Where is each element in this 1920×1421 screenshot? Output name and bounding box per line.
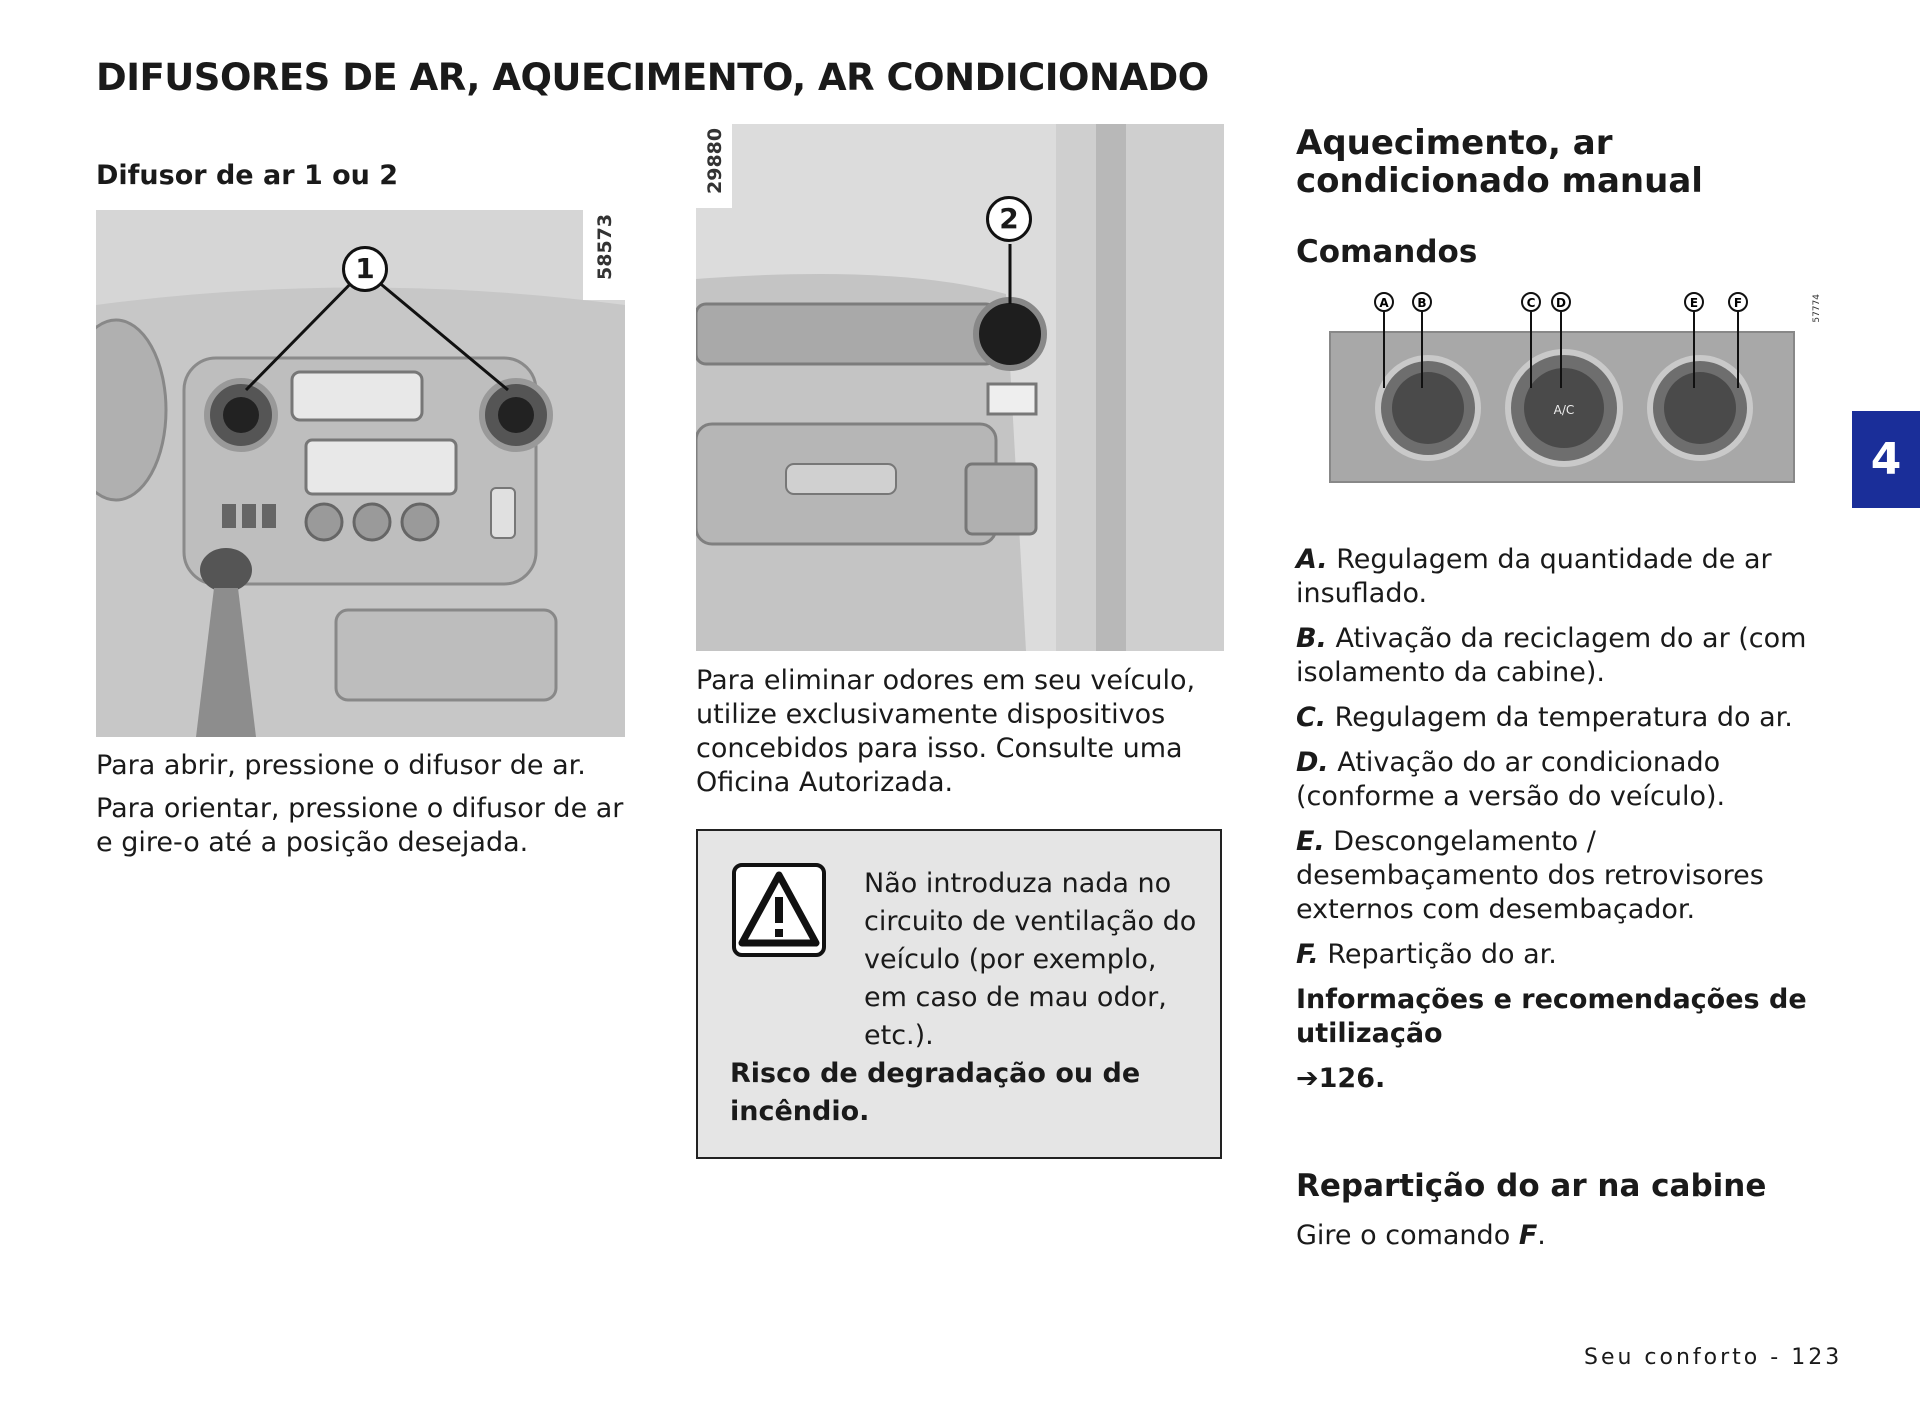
label-e: E	[1689, 296, 1699, 310]
chapter-tab[interactable]: 4	[1852, 411, 1920, 508]
paragraph-open: Para abrir, pressione o difusor de ar.	[96, 750, 586, 781]
controls-figure	[1296, 288, 1826, 498]
side-diffuser-figure	[696, 124, 1224, 651]
dashboard-diffusers-figure	[96, 210, 625, 737]
warning-bold-text: Risco de degradação ou de incêndio.	[730, 1058, 1141, 1127]
legend-item: A. Regulagem da quantidade de ar insuflado.	[1296, 544, 1772, 609]
section-heading-distribution: Repartição do ar na cabine	[1296, 1168, 1767, 1204]
label-d: D	[1556, 296, 1566, 310]
page-footer: Seu conforto - 123	[1584, 1345, 1843, 1370]
label-a: A	[1379, 296, 1389, 310]
paragraph-distribution: Gire o comando F.	[1296, 1220, 1546, 1251]
legend-item: D. Ativação do ar condicionado (conforme a versão do veículo).	[1296, 747, 1726, 812]
callout-1: 1	[342, 246, 388, 292]
legend-item: C. Regulagem da temperatura do ar.	[1296, 702, 1793, 733]
legend-list	[1296, 543, 1826, 1096]
label-b: B	[1417, 296, 1427, 310]
figure-code: 58573	[594, 213, 616, 280]
legend-item: F. Repartição do ar.	[1296, 939, 1557, 970]
legend-item: E. Descongelamento / desembaçamento dos retrovisores externos com desembaçador.	[1296, 826, 1764, 925]
page-reference-link[interactable]: ➔126.	[1296, 1063, 1386, 1094]
section-heading-diffuser: Difusor de ar 1 ou 2	[96, 160, 399, 191]
paragraph-orient: Para orientar, pressione o difusor de ar e gire-o até a posição desejada.	[96, 793, 624, 858]
warning-box	[696, 829, 1222, 1159]
control-panel-illustration	[1296, 288, 1826, 498]
warning-text: Não introduza nada no circuito de ventilação do veículo (por exemplo, em caso de mau odor, etc.).	[864, 868, 1197, 1051]
legend-item: B. Ativação da reciclagem do ar (com isolamento da cabine).	[1296, 623, 1807, 688]
knob-ac-label: A/C	[1553, 403, 1575, 417]
label-c: C	[1526, 296, 1536, 310]
paragraph-odors: Para eliminar odores em seu veículo, utilize exclusivamente dispositivos concebidos para isso. Consulte uma Oficina Autorizada.	[696, 665, 1196, 798]
section-heading-ac: Aquecimento, ar condicionado manual	[1296, 123, 1703, 201]
figure-code: 57774	[1812, 294, 1822, 323]
label-f: F	[1733, 296, 1743, 310]
side-diffuser-illustration	[696, 124, 1224, 651]
subheading-controls: Comandos	[1296, 234, 1478, 270]
callout-2: 2	[986, 196, 1032, 242]
arrow-right-icon: ➔	[1296, 1063, 1319, 1094]
figure-code: 29880	[704, 127, 726, 194]
info-heading: Informações e recomendações de utilização	[1296, 984, 1807, 1049]
page-title: DIFUSORES DE AR, AQUECIMENTO, AR CONDICIONADO	[96, 56, 1209, 99]
